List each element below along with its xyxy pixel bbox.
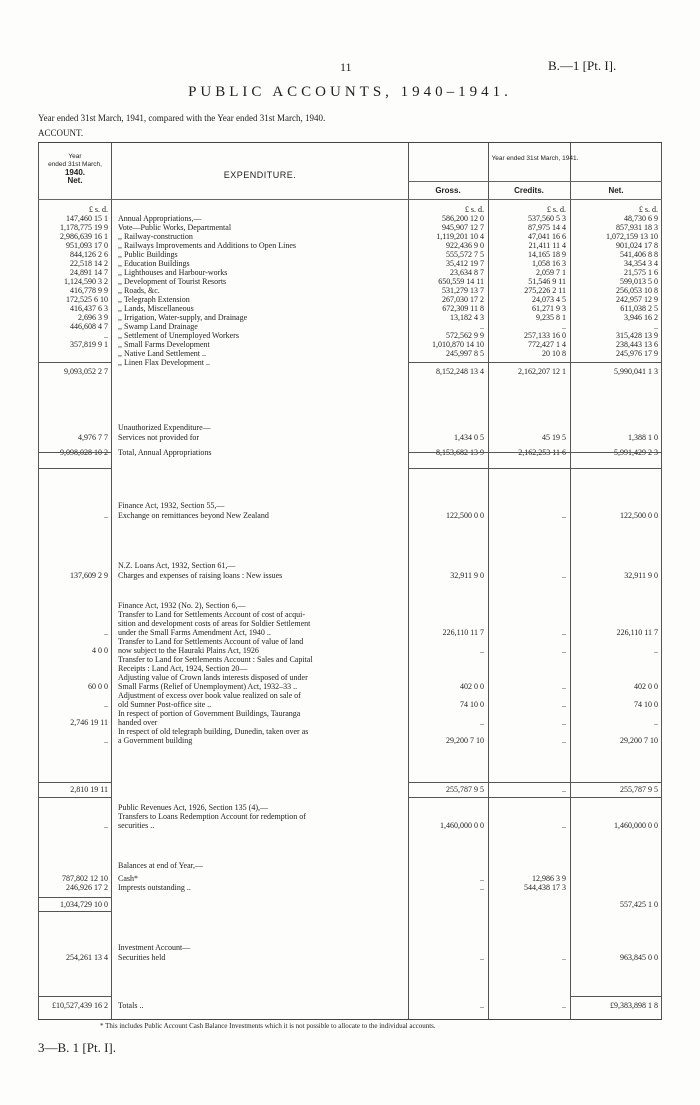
- prev-year-net-cell: 22,518 14 2: [70, 259, 108, 268]
- net-cell: 34,354 3 4: [624, 259, 658, 268]
- credits-cell: 1,058 16 3: [532, 259, 566, 268]
- expenditure-heading: EXPENDITURE.: [223, 170, 297, 180]
- credits-cell: 544,438 17 3: [524, 883, 566, 892]
- gross-cell: ..: [480, 874, 484, 883]
- expenditure-description: ,, Lighthouses and Harbour-works: [118, 268, 228, 277]
- column-rule: [111, 143, 112, 1019]
- expenditure-description: Balances at end of Year,—: [118, 861, 203, 870]
- gross-cell: 922,436 9 0: [446, 241, 484, 250]
- current-year-heading: Year ended 31st March, 1941.: [491, 155, 579, 162]
- prev-year-net-cell: 9,093,052 2 7: [64, 367, 108, 376]
- credits-cell: 12,986 3 9: [532, 874, 566, 883]
- credits-heading: Credits.: [514, 186, 544, 195]
- credits-cell: 9,235 8 1: [536, 313, 566, 322]
- credits-cell: 21,411 11 4: [528, 241, 566, 250]
- credits-cell: ..: [562, 511, 566, 520]
- credits-cell: 61,271 9 3: [532, 304, 566, 313]
- credits-cell: 87,975 14 4: [528, 223, 566, 232]
- gross-cell: ..: [480, 953, 484, 962]
- credits-cell: 24,073 4 5: [532, 295, 566, 304]
- subtotal-rule: [38, 468, 111, 469]
- expenditure-description: Totals ..: [118, 1001, 144, 1010]
- currency-units: £ s. d.: [546, 205, 566, 214]
- net-cell: 5,990,041 1 3: [614, 367, 658, 376]
- prev-year-net-cell: 24,891 14 7: [70, 268, 108, 277]
- credits-cell: ..: [562, 953, 566, 962]
- gross-cell: ..: [480, 718, 484, 727]
- currency-units: £ s. d.: [88, 205, 108, 214]
- expenditure-description: Transfers to Loans Redemption Account for redemption of: [118, 812, 306, 821]
- expenditure-description: Receipts : Land Act, 1924, Section 20—: [118, 664, 248, 673]
- document-reference: B.—1 [Pt. I].: [548, 58, 617, 73]
- gross-cell: 1,119,201 10 4: [436, 232, 484, 241]
- expenditure-table: [38, 142, 662, 1020]
- credits-cell: ..: [562, 785, 566, 794]
- subtotal-rule: [408, 797, 662, 798]
- prev-year-net-cell: 147,460 15 1: [66, 214, 108, 223]
- column-rule: [488, 143, 489, 1019]
- account-label: ACCOUNT.: [38, 128, 84, 138]
- net-cell: 242,957 12 9: [616, 295, 658, 304]
- expenditure-description: Adjustment of excess over book value realized on sale of: [118, 691, 301, 700]
- table-border-right: [661, 143, 662, 1019]
- gross-cell: 1,460,000 0 0: [440, 821, 484, 830]
- expenditure-description: Cash*: [118, 874, 138, 883]
- gross-cell: 8,153,682 13 9: [436, 448, 484, 457]
- subtotal-rule: [408, 452, 662, 453]
- prev-year-net-cell: ..: [104, 821, 108, 830]
- column-rule: [408, 143, 409, 1019]
- credits-cell: 275,226 2 11: [524, 286, 566, 295]
- expenditure-description: ,, Small Farms Development: [118, 340, 210, 349]
- prev-year-net-cell: 787,802 12 10: [62, 874, 108, 883]
- net-cell: ..: [654, 646, 658, 655]
- expenditure-description: ,, Lands, Miscellaneous: [118, 304, 194, 313]
- prev-year-net-cell: 2,746 19 11: [70, 718, 108, 727]
- subtotal-rule: [408, 362, 662, 363]
- net-cell: 1,072,159 13 10: [606, 232, 658, 241]
- expenditure-description: Vote—Public Works, Departmental: [118, 223, 232, 232]
- expenditure-description: ,, Swamp Land Drainage: [118, 322, 198, 331]
- page-number: 11: [340, 60, 352, 74]
- expenditure-description: a Government building: [118, 736, 193, 745]
- footnote: * This includes Public Account Cash Balance Investments which it is not possible to allocate to the individual accounts.: [100, 1022, 436, 1030]
- gross-cell: 74 10 0: [460, 700, 484, 709]
- net-cell: 857,931 18 3: [616, 223, 658, 232]
- gross-cell: 267,030 17 2: [442, 295, 484, 304]
- expenditure-description: ,, Railways Improvements and Additions to Open Lines: [118, 241, 296, 250]
- net-cell: 1,388 1 0: [628, 433, 658, 442]
- subtotal-rule: [38, 911, 111, 912]
- net-cell: 245,976 17 9: [616, 349, 658, 358]
- credits-cell: 20 10 8: [542, 349, 566, 358]
- net-cell: 963,845 0 0: [620, 953, 658, 962]
- prev-year-net-cell: 844,126 2 6: [70, 250, 108, 259]
- subtitle: Year ended 31st March, 1941, compared with the Year ended 31st March, 1940.: [38, 113, 326, 123]
- gross-cell: 8,152,248 13 4: [436, 367, 484, 376]
- prev-year-net-cell: 246,926 17 2: [66, 883, 108, 892]
- gross-cell: 531,279 13 7: [442, 286, 484, 295]
- net-cell: 599,013 5 0: [620, 277, 658, 286]
- prev-year-net-cell: 9,098,028 10 2: [60, 448, 108, 457]
- credits-cell: 51,546 9 11: [528, 277, 566, 286]
- subtotal-rule: [38, 897, 111, 898]
- expenditure-description: ,, Native Land Settlement ..: [118, 349, 206, 358]
- credits-cell: 772,427 1 4: [528, 340, 566, 349]
- expenditure-description: ,, Education Buildings: [118, 259, 190, 268]
- prev-year-net-cell: ..: [104, 700, 108, 709]
- gross-cell: 122,500 0 0: [446, 511, 484, 520]
- gross-cell: 1,010,870 14 10: [432, 340, 484, 349]
- subtotal-rule: [38, 782, 111, 783]
- expenditure-description: securities ..: [118, 821, 155, 830]
- credits-cell: 537,560 5 3: [528, 214, 566, 223]
- net-cell: 122,500 0 0: [620, 511, 658, 520]
- prev-year-heading-line: 1940.: [64, 168, 86, 177]
- gross-cell: ..: [480, 883, 484, 892]
- gross-cell: 32,911 9 0: [450, 571, 484, 580]
- credits-cell: ..: [562, 322, 566, 331]
- prev-year-net-cell: 1,124,590 3 2: [64, 277, 108, 286]
- gross-cell: 35,412 19 7: [446, 259, 484, 268]
- expenditure-description: Total, Annual Appropriations: [118, 448, 212, 457]
- prev-year-net-cell: 172,525 6 10: [66, 295, 108, 304]
- gross-cell: 650,559 14 11: [438, 277, 484, 286]
- net-cell: 226,110 11 7: [616, 628, 658, 637]
- expenditure-description: ,, Settlement of Unemployed Workers: [118, 331, 239, 340]
- gross-cell: ..: [480, 646, 484, 655]
- net-cell: 3,946 16 2: [624, 313, 658, 322]
- credits-cell: ..: [562, 571, 566, 580]
- expenditure-description: Services not provided for: [118, 433, 200, 442]
- subtotal-rule: [38, 996, 111, 997]
- prev-year-heading-line: Year: [68, 153, 82, 160]
- subtotal-rule: [408, 782, 662, 783]
- gross-cell: 226,110 11 7: [442, 628, 484, 637]
- prev-year-net-cell: 2,810 19 11: [70, 785, 108, 794]
- net-cell: 5,991,429 2 3: [614, 448, 658, 457]
- net-cell: 901,024 17 8: [616, 241, 658, 250]
- net-cell: £9,383,898 1 8: [610, 1001, 658, 1010]
- gross-cell: 572,562 9 9: [446, 331, 484, 340]
- net-cell: 611,038 2 5: [620, 304, 658, 313]
- net-cell: 255,787 9 5: [620, 785, 658, 794]
- gross-cell: 13,182 4 3: [450, 313, 484, 322]
- expenditure-description: ,, Irrigation, Water-supply, and Drainage: [118, 313, 248, 322]
- credits-cell: ..: [562, 736, 566, 745]
- expenditure-description: Public Revenues Act, 1926, Section 135 (4),—: [118, 803, 268, 812]
- credits-cell: ..: [562, 1001, 566, 1010]
- prev-year-net-cell: 446,608 4 7: [70, 322, 108, 331]
- gross-cell: 255,787 9 5: [446, 785, 484, 794]
- gross-cell: ..: [480, 1001, 484, 1010]
- net-cell: 29,200 7 10: [620, 736, 658, 745]
- expenditure-description: now subject to the Hauraki Plains Act, 1926: [118, 646, 259, 655]
- expenditure-description: ,, Public Buildings: [118, 250, 178, 259]
- gross-cell: 945,907 12 7: [442, 223, 484, 232]
- expenditure-description: ,, Linen Flax Development ..: [118, 358, 210, 367]
- credits-cell: 47,041 16 6: [528, 232, 566, 241]
- expenditure-description: In respect of portion of Government Buildings, Tauranga: [118, 709, 301, 718]
- prev-year-net-cell: ..: [104, 628, 108, 637]
- expenditure-description: ,, Railway-construction: [118, 232, 193, 241]
- expenditure-description: Finance Act, 1932, Section 55,—: [118, 501, 225, 510]
- credits-cell: 2,162,253 11 6: [518, 448, 566, 457]
- expenditure-description: Finance Act, 1932 (No. 2), Section 6,—: [118, 601, 246, 610]
- expenditure-description: ,, Telegraph Extension: [118, 295, 190, 304]
- expenditure-description: Securities held: [118, 953, 166, 962]
- header-rule: [408, 181, 662, 182]
- prev-year-net-cell: 4,976 7 7: [78, 433, 108, 442]
- prev-year-net-cell: ..: [104, 331, 108, 340]
- credits-cell: 2,059 7 1: [536, 268, 566, 277]
- prev-year-net-cell: 416,437 6 3: [70, 304, 108, 313]
- expenditure-description: Unauthorized Expenditure—: [118, 423, 211, 432]
- expenditure-description: Exchange on remittances beyond New Zealand: [118, 511, 269, 520]
- expenditure-description: Investment Account—: [118, 943, 191, 952]
- gross-cell: ..: [480, 322, 484, 331]
- expenditure-description: handed over: [118, 718, 158, 727]
- expenditure-description: Imprests outstanding ..: [118, 883, 191, 892]
- subtotal-rule: [408, 468, 662, 469]
- prev-year-net-cell: 1,178,775 19 9: [60, 223, 108, 232]
- expenditure-description: Transfer to Land for Settlements Account : Sales and Capital: [118, 655, 313, 664]
- expenditure-description: Transfer to Land for Settlements Account of cost of acqui-: [118, 610, 305, 619]
- credits-cell: ..: [562, 646, 566, 655]
- prev-year-net-cell: 137,609 2 9: [70, 571, 108, 580]
- net-cell: 541,406 8 8: [620, 250, 658, 259]
- net-cell: 315,428 13 9: [616, 331, 658, 340]
- gross-cell: 1,434 0 5: [454, 433, 484, 442]
- expenditure-description: ,, Roads, &c.: [118, 286, 160, 295]
- expenditure-description: Transfer to Land for Settlements Account of value of land: [118, 637, 304, 646]
- credits-cell: 2,162,207 12 1: [518, 367, 566, 376]
- prev-year-net-cell: ..: [104, 511, 108, 520]
- net-cell: 32,911 9 0: [624, 571, 658, 580]
- prev-year-net-cell: 60 0 0: [88, 682, 108, 691]
- expenditure-description: ,, Development of Tourist Resorts: [118, 277, 227, 286]
- prev-year-net-cell: £10,527,439 16 2: [52, 1001, 108, 1010]
- expenditure-description: Annual Appropriations,—: [118, 214, 202, 223]
- net-cell: ..: [654, 718, 658, 727]
- footer-reference: 3—B. 1 [Pt. I].: [38, 1040, 116, 1055]
- net-cell: 256,053 10 8: [616, 286, 658, 295]
- net-cell: 21,575 1 6: [624, 268, 658, 277]
- expenditure-description: In respect of old telegraph building, Dunedin, taken over as: [118, 727, 309, 736]
- net-cell: ..: [654, 322, 658, 331]
- prev-year-net-cell: 951,093 17 0: [66, 241, 108, 250]
- column-rule: [570, 143, 571, 1019]
- gross-cell: 672,309 11 8: [442, 304, 484, 313]
- expenditure-description: sition and development costs of areas for Soldier Settlement: [118, 619, 311, 628]
- page-title: PUBLIC ACCOUNTS, 1940–1941.: [188, 84, 512, 100]
- net-cell: 1,460,000 0 0: [614, 821, 658, 830]
- credits-cell: ..: [562, 682, 566, 691]
- credits-cell: ..: [562, 700, 566, 709]
- gross-cell: 23,634 8 7: [450, 268, 484, 277]
- prev-year-net-cell: 2,696 3 9: [78, 313, 108, 322]
- credits-cell: ..: [562, 628, 566, 637]
- subtotal-rule: [570, 996, 662, 997]
- subtotal-rule: [38, 797, 111, 798]
- prev-year-net-cell: 416,778 9 9: [70, 286, 108, 295]
- expenditure-description: under the Small Farms Amendment Act, 1940 ..: [118, 628, 271, 637]
- currency-units: £ s. d.: [638, 205, 658, 214]
- prev-year-net-cell: 2,986,639 16 1: [60, 232, 108, 241]
- gross-cell: 29,200 7 10: [446, 736, 484, 745]
- net-cell: 238,443 13 6: [616, 340, 658, 349]
- gross-heading: Gross.: [435, 186, 461, 195]
- net-cell: 74 10 0: [634, 700, 658, 709]
- prev-year-net-cell: 357,819 9 1: [70, 340, 108, 349]
- credits-cell: 45 19 5: [542, 433, 566, 442]
- subtotal-rule: [38, 362, 111, 363]
- currency-units: £ s. d.: [464, 205, 484, 214]
- net-cell: 557,425 1 0: [620, 900, 658, 909]
- prev-year-net-cell: 4 0 0: [92, 646, 108, 655]
- credits-cell: ..: [562, 821, 566, 830]
- net-heading: Net.: [608, 186, 624, 195]
- gross-cell: 245,997 8 5: [446, 349, 484, 358]
- table-border-left: [38, 143, 39, 1019]
- expenditure-description: N.Z. Loans Act, 1932, Section 61,—: [118, 561, 236, 570]
- net-cell: 402 0 0: [634, 682, 658, 691]
- credits-cell: 14,165 18 9: [528, 250, 566, 259]
- expenditure-description: Adjusting value of Crown lands interests disposed of under: [118, 673, 308, 682]
- expenditure-description: Small Farms (Relief of Unemployment) Act, 1932–33 ..: [118, 682, 298, 691]
- prev-year-heading-line: Net.: [67, 176, 83, 185]
- gross-cell: 402 0 0: [460, 682, 484, 691]
- prev-year-net-cell: ..: [104, 736, 108, 745]
- subtotal-rule: [38, 452, 111, 453]
- prev-year-heading: [40, 153, 110, 185]
- gross-cell: 555,572 7 5: [446, 250, 484, 259]
- gross-cell: 586,200 12 0: [442, 214, 484, 223]
- net-cell: 48,730 6 9: [624, 214, 658, 223]
- expenditure-description: old Sumner Post-office site ..: [118, 700, 212, 709]
- credits-cell: 257,133 16 0: [524, 331, 566, 340]
- prev-year-net-cell: 1,034,729 10 0: [60, 900, 108, 909]
- header-rule: [38, 199, 662, 200]
- prev-year-net-cell: 254,261 13 4: [66, 953, 108, 962]
- credits-cell: ..: [562, 718, 566, 727]
- expenditure-description: Charges and expenses of raising loans : New issues: [118, 571, 283, 580]
- prev-year-heading-line: ended 31st March,: [48, 161, 102, 168]
